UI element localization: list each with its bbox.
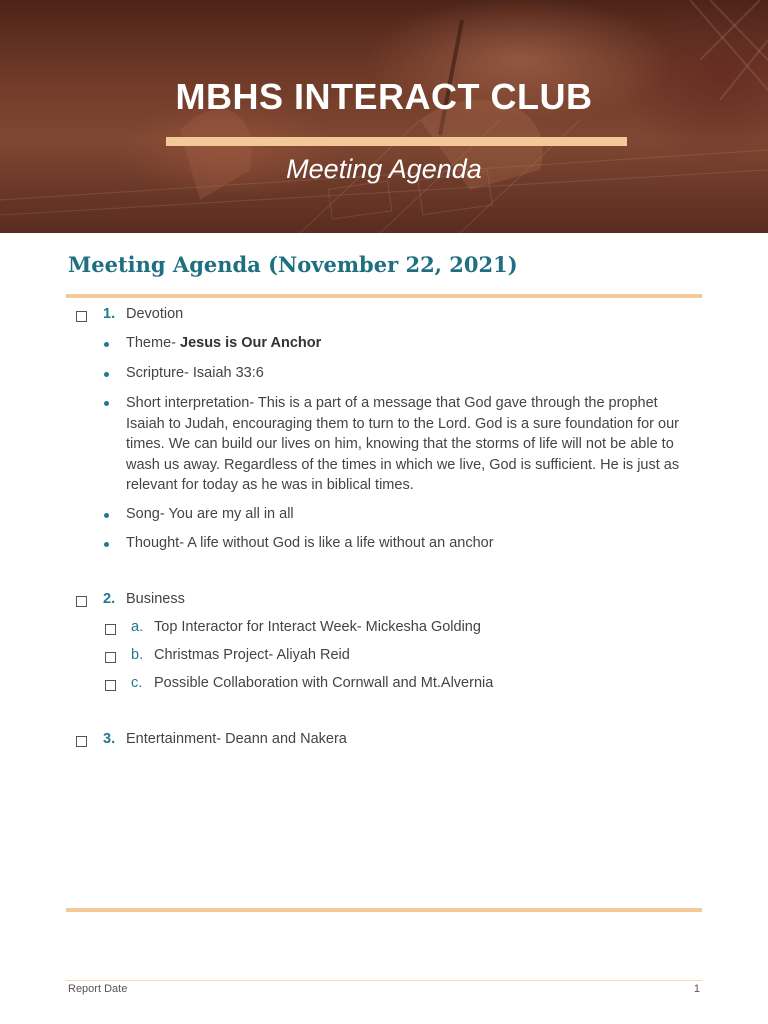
subitem-letter: b.: [131, 647, 144, 663]
bullet-icon: [104, 401, 109, 406]
subitem-text: Possible Collaboration with Cornwall and Mt.Alvernia: [154, 675, 494, 691]
checkbox-item-3[interactable]: [76, 736, 87, 747]
item-label: Business: [126, 591, 185, 607]
item-number: 3.: [103, 731, 116, 747]
item-number: 2.: [103, 591, 116, 607]
theme-prefix: Theme-: [126, 335, 180, 351]
title-underline: [166, 137, 627, 146]
bullet-icon: [104, 342, 109, 347]
bullet-theme: [126, 335, 321, 351]
header-banner: [0, 0, 768, 233]
bullet-thought: Thought- A life without God is like a life without an anchor: [126, 535, 494, 551]
heading-divider: [66, 294, 702, 298]
checkbox-subitem-b[interactable]: [105, 652, 116, 663]
subitem-letter: a.: [131, 619, 144, 635]
footer-divider: [66, 980, 702, 981]
checkbox-item-2[interactable]: [76, 596, 87, 607]
club-title: MBHS INTERACT CLUB: [175, 76, 593, 117]
content-bottom-divider: [66, 908, 702, 912]
checkbox-subitem-a[interactable]: [105, 624, 116, 635]
bullet-song: Song- You are my all in all: [126, 506, 294, 522]
bullet-icon: [104, 542, 109, 547]
item-label: Devotion: [126, 306, 184, 322]
subitem-text: Christmas Project- Aliyah Reid: [154, 647, 350, 663]
section-heading: Meeting Agenda (November 22, 2021): [68, 252, 518, 277]
bullet-icon: [104, 513, 109, 518]
bullet-icon: [104, 372, 109, 377]
bullet-scripture: Scripture- Isaiah 33:6: [126, 365, 264, 381]
subitem-letter: c.: [131, 675, 143, 691]
theme-title: Jesus is Our Anchor: [180, 335, 322, 351]
checkbox-subitem-c[interactable]: [105, 680, 116, 691]
agenda-subtitle: Meeting Agenda: [286, 154, 482, 184]
item-label: Entertainment- Deann and Nakera: [126, 731, 347, 747]
subitem-text: Top Interactor for Interact Week- Mickesha Golding: [154, 619, 481, 635]
page-number: 1: [693, 983, 700, 995]
bullet-interpretation: Short interpretation- This is a part of a message that God gave through the prophet Isaiah to Judah, encouraging them to turn to the Lord. God is a sure foundation for our times. We can build our lives on him, knowing that the storms of life will not be able to wash us away. Regardless of the times in which we live, God is sufficient. He is just as relevant for today as he was in biblical times.: [126, 395, 680, 493]
item-number: 1.: [103, 306, 116, 322]
checkbox-item-1[interactable]: [76, 311, 87, 322]
footer-report-date: Report Date: [68, 983, 128, 995]
